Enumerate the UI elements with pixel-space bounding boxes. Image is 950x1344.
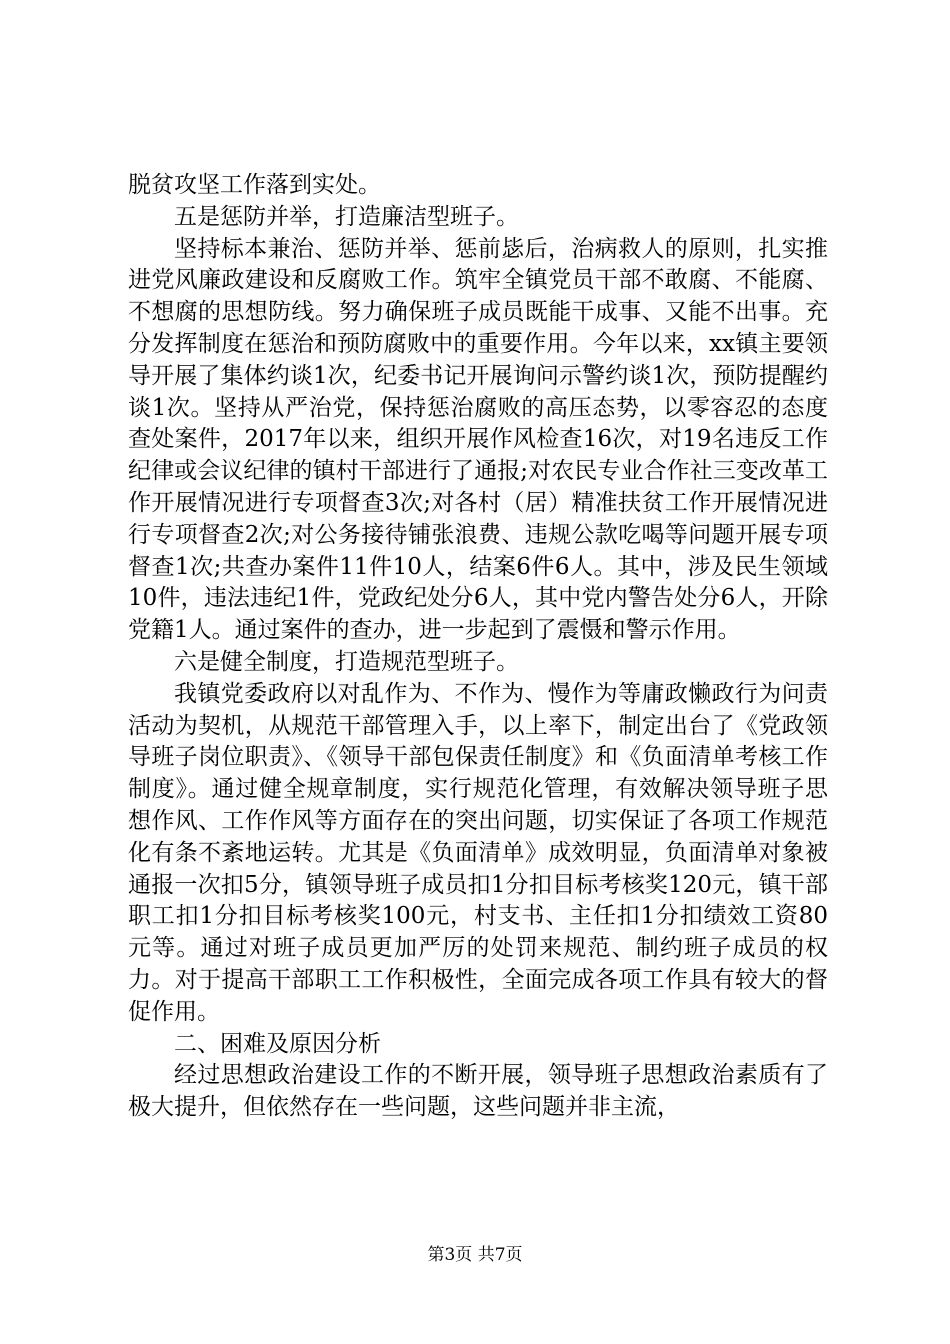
page-footer [0,1244,950,1266]
page-number: 第3页 [427,1245,473,1265]
page-total: 共7页 [477,1245,523,1265]
paragraph-7: 经过思想政治建设工作的不断开展，领导班子思想政治素质有了极大提升，但依然存在一些问题，这些问题并非主流， [128,1062,828,1121]
paragraph-5: 我镇党委政府以对乱作为、不作为、慢作为等庸政懒政行为问责活动为契机，从规范干部管理入手，以上率下，制定出台了《党政领导班子岗位职责》、《领导干部包保责任制度》和《负面清单考核工作制度》。通过健全规章制度，实行规范化管理，有效解决领导班子思想作风、工作作风等方面存在的突出问题，切实保证了各项工作规范化有条不紊地运转。尤其是《负面清单》成效明显，负面清单对象被通报一次扣5分，镇领导班子成员扣1分扣目标考核奖120元，镇干部职工扣1分扣目标考核奖100元，村支书、主任扣1分扣绩效工资80元等。通过对班子成员更加严厉的处罚来规范、制约班子成员的权力。对于提高干部职工工作积极性，全面完成各项工作具有较大的督促作用。 [128,680,828,1025]
paragraph-2: 五是惩防并举，打造廉洁型班子。 [174,203,519,230]
paragraph-3: 坚持标本兼治、惩防并举、惩前毖后，治病救人的原则，扎实推进党风廉政建设和反腐败工作。筑牢全镇党员干部不敢腐、不能腐、不想腐的思想防线。努力确保班子成员既能干成事、又能不出事。充分发挥制度在惩治和预防腐败中的重要作用。今年以来，xx镇主要领导开展了集体约谈1次，纪委书记开展询问示警约谈1次，预防提醒约谈1次。坚持从严治党，保持惩治腐败的高压态势，以零容忍的态度查处案件，2017年以来，组织开展作风检查16次，对19名违反工作纪律或会议纪律的镇村干部进行了通报;对农民专业合作社三变改革工作开展情况进行专项督查3次;对各村（居）精准扶贫工作开展情况进行专项督查2次;对公务接待铺张浪费、违规公款吃喝等问题开展专项督查1次;共查办案件11件10人，结案6件6人。其中，涉及民生领域10件，违法违纪1件，党政纪处分6人，其中党内警告处分6人，开除党籍1人。通过案件的查办，进一步起到了震慑和警示作用。 [128,235,828,644]
paragraph-6: 二、困难及原因分析 [174,1030,381,1057]
paragraph-1: 脱贫攻坚工作落到实处。 [128,172,381,198]
paragraph-4: 六是健全制度，打造规范型班子。 [174,648,519,675]
document-body [128,170,828,1124]
